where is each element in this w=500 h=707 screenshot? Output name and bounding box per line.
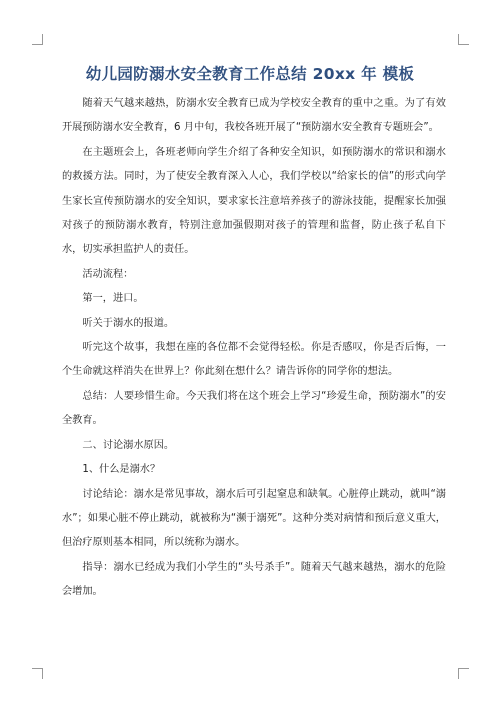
crop-mark-top-left bbox=[32, 34, 43, 45]
paragraph-question: 1、什么是溺水？ bbox=[82, 464, 161, 476]
crop-mark-bottom-left bbox=[32, 668, 43, 679]
document-title: 幼儿园防溺水安全教育工作总结 20xx 年 模板 bbox=[85, 65, 415, 83]
paragraph-process-heading: 活动流程： bbox=[82, 268, 134, 280]
crop-mark-top-right bbox=[458, 34, 469, 45]
paragraph-intro: 随着天气越来越热，防溺水安全教育已成为学校安全教育的重中之重。为了有效开展预防溺水安全教育，6 月中旬，我校各班开展了“预防溺水安全教育专题班会”。 bbox=[62, 98, 446, 134]
paragraph-summary: 总结：人要珍惜生命。今天我们将在这个班会上学习“珍爱生命，预防溺水”的安全教育。 bbox=[62, 390, 446, 427]
paragraph-section-two: 二、讨论溺水原因。 bbox=[82, 439, 175, 451]
paragraph-step-one: 第一，进口。 bbox=[82, 293, 144, 305]
paragraph-guidance: 指导：溺水已经成为我们小学生的“头号杀手”。随着天气越来越热，溺水的危险会增加。 bbox=[62, 561, 446, 598]
paragraph-report: 听关于溺水的报道。 bbox=[82, 317, 175, 329]
document-body bbox=[62, 92, 446, 605]
paragraph-class-meeting: 在主题班会上，各班老师向学生介绍了各种安全知识，如预防溺水的常识和溺水的救援方法。同时，为了使安全教育深入人心，我们学校以“给家长的信”的形式向学生家长宣传预防溺水的安全知识，要求家长注意培养孩子的游泳技能，提醒家长加强对孩子的预防溺水教育，特别注意加强假期对孩子的管理和监督，防止孩子私自下水，切实承担监护人的责任。 bbox=[62, 146, 446, 256]
paragraph-reflection: 听完这个故事，我想在座的各位都不会觉得轻松。你是否感叹，你是否后悔，一个生命就这样消失在世界上？你此刻在想什么？请告诉你的同学你的想法。 bbox=[62, 342, 446, 378]
paragraph-conclusion: 讨论结论：溺水是常见事故，溺水后可引起窒息和缺氧。心脏停止跳动，就叫“溺水”；如果心脏不停止跳动，就被称为“濒于溺死”。这种分类对病情和预后意义重大，但治疗原则基本相同，所以统称为溺水。 bbox=[62, 488, 446, 549]
crop-mark-bottom-right bbox=[458, 668, 469, 679]
